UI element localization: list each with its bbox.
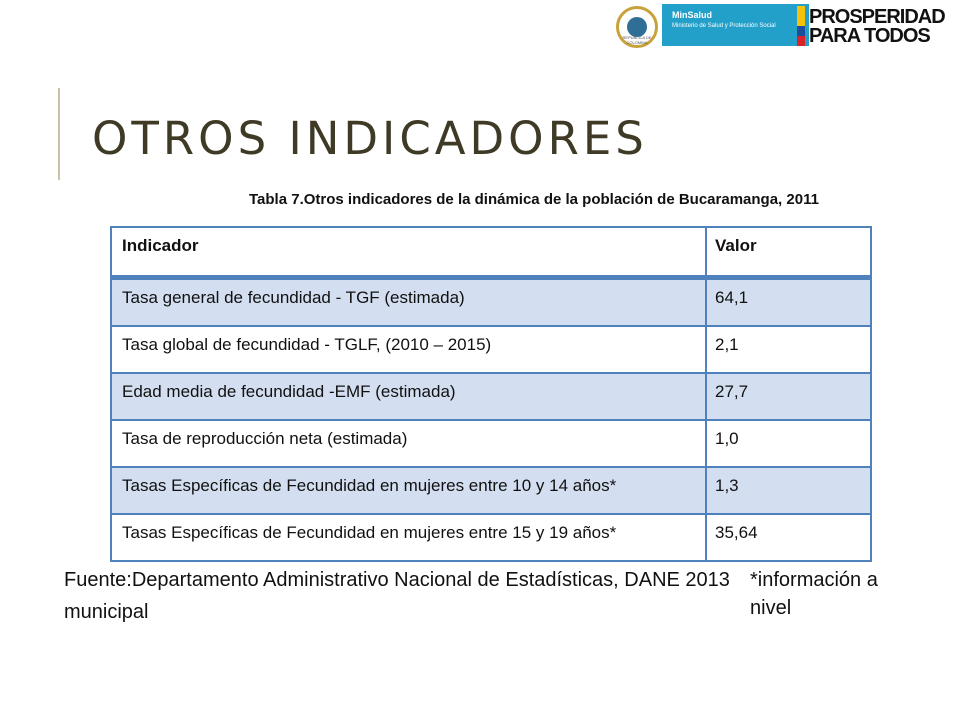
row-indicator: Tasas Específicas de Fecundidad en mujeres entre 10 y 14 años* — [112, 468, 707, 513]
row-value: 2,1 — [715, 335, 739, 354]
minsalud-logo — [662, 4, 809, 46]
prosperidad-logo — [797, 6, 960, 48]
row-indicator: Tasa de reproducción neta (estimada) — [112, 421, 707, 466]
row-indicator: Tasa general de fecundidad - TGF (estimada) — [112, 280, 707, 325]
seal-emblem — [627, 17, 647, 37]
table-row — [112, 372, 870, 419]
table-row — [112, 419, 870, 466]
table-header-row — [112, 228, 870, 278]
minsalud-title: MinSalud — [672, 10, 712, 20]
prosperidad-line2: PARA TODOS — [809, 25, 930, 47]
prosperidad-line1: PROSPERIDAD — [809, 6, 945, 28]
colombia-flag-icon — [797, 6, 805, 46]
row-value: 64,1 — [715, 288, 749, 307]
row-value: 27,7 — [715, 382, 749, 401]
row-indicator: Edad media de fecundidad -EMF (estimada) — [112, 374, 707, 419]
slide-title: OTROS INDICADORES — [92, 112, 648, 165]
coat-of-arms-seal-icon — [616, 6, 658, 48]
header-logos — [612, 4, 960, 50]
source-line1-right: *información a nivel — [750, 569, 878, 619]
title-accent-line — [58, 88, 60, 180]
row-value: 35,64 — [715, 523, 758, 542]
source-line1-left: Fuente:Departamento Administrativo Nacional de Estadísticas, DANE 2013 — [64, 569, 730, 591]
minsalud-subtitle: Ministerio de Salud y Protección Social — [672, 23, 776, 29]
header-value: Valor — [715, 236, 757, 255]
table-caption: Tabla 7.Otros indicadores de la dinámica de la población de Bucaramanga, 2011 — [249, 191, 819, 208]
seal-text: REPÚBLICA DE COLOMBIA — [622, 35, 652, 45]
row-indicator: Tasa global de fecundidad - TGLF, (2010 – 2015) — [112, 327, 707, 372]
table-row — [112, 278, 870, 325]
source-line2: municipal — [64, 601, 149, 623]
header-indicator: Indicador — [112, 228, 707, 275]
table-row — [112, 325, 870, 372]
table-row — [112, 466, 870, 513]
table-row — [112, 513, 870, 560]
row-value: 1,0 — [715, 429, 739, 448]
indicators-table — [110, 226, 872, 562]
row-value: 1,3 — [715, 476, 739, 495]
row-indicator: Tasas Específicas de Fecundidad en mujeres entre 15 y 19 años* — [112, 515, 707, 560]
